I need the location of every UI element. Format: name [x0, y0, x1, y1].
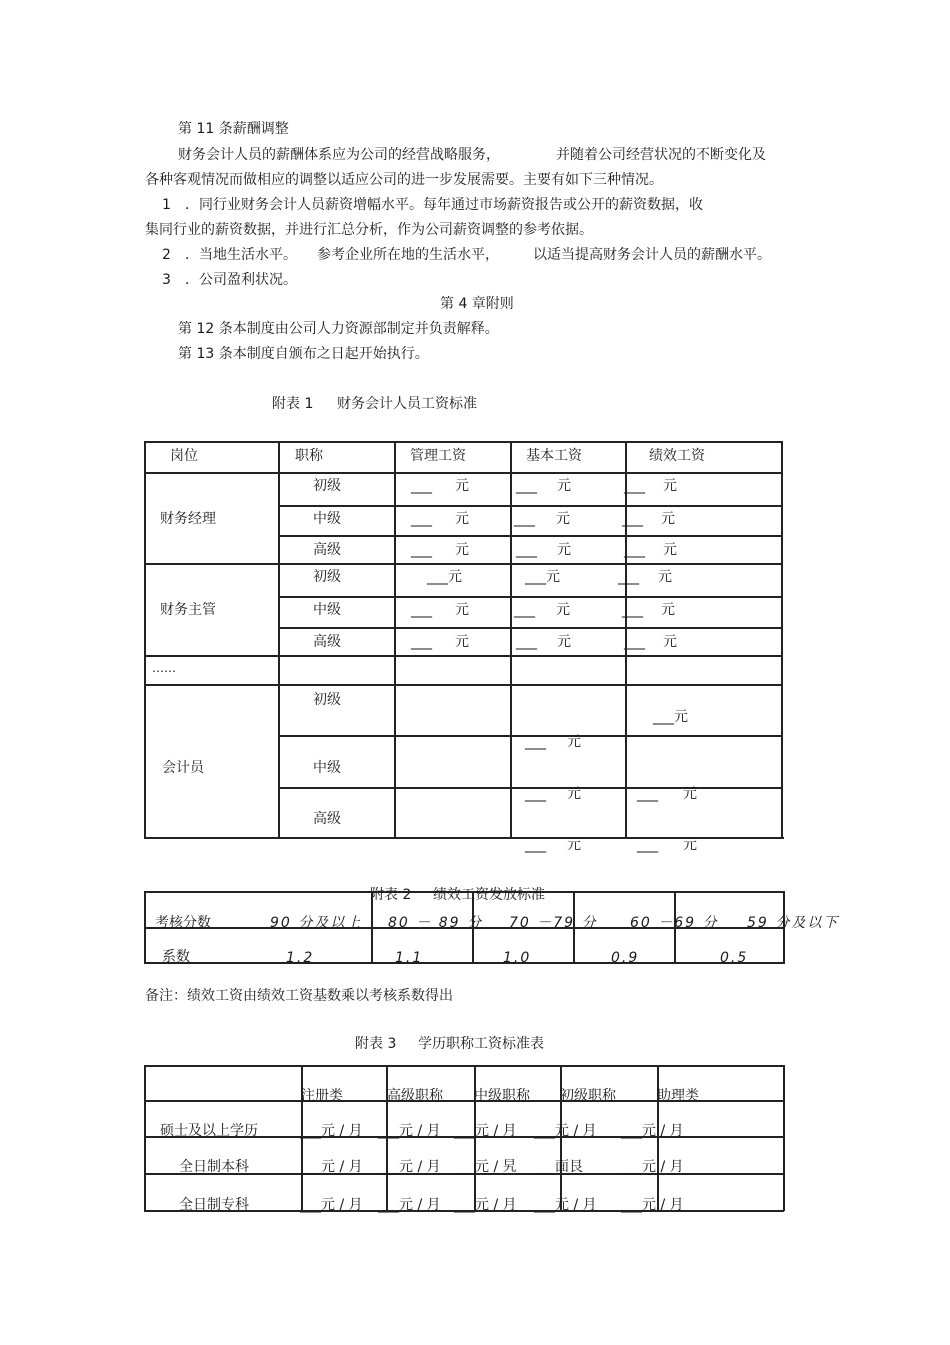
table1-yuan: 元	[455, 542, 469, 558]
table1-blank: ___	[637, 786, 658, 802]
table1-blank: ___	[525, 734, 546, 750]
table3-cell: ___元 / 月	[534, 1123, 597, 1139]
table1-yuan: 元	[567, 734, 581, 750]
table2-caption-label: 附表 2	[370, 887, 412, 903]
table1-header-performance-pay: 绩效工资	[649, 448, 705, 464]
table1-blank: ___	[622, 511, 643, 527]
table2-score: 59 分及以下	[747, 915, 840, 931]
table1-yuan: 元	[455, 634, 469, 650]
table1-level: 初级	[313, 478, 341, 494]
item-1-continuation: 集同行业的薪资数据，并进行汇总分析，作为公司薪资调整的参考依据。	[145, 222, 593, 238]
table1-group-finance-manager: 财务经理	[160, 511, 216, 527]
item-2-text-b: 参考企业所在地的生活水平，	[317, 247, 499, 263]
table3-row-label: 全日制专科	[179, 1197, 249, 1213]
table3-header: 高级职称	[387, 1088, 443, 1104]
table1-yuan: 元	[556, 602, 570, 618]
table1-header-management-pay: 管理工资	[410, 448, 466, 464]
table3-header: 中级职称	[474, 1088, 530, 1104]
table1-blank: ___	[618, 569, 639, 585]
table2-score: 70 －79 分	[509, 915, 598, 931]
table1-blank: ___	[514, 602, 535, 618]
item-3-text: ．公司盈利状况。	[185, 272, 297, 288]
table3-header: 初级职称	[560, 1088, 616, 1104]
table3-cell: ___元 / 月	[378, 1123, 441, 1139]
chapter-4-heading: 第 4 章附则	[440, 296, 514, 312]
table1-blank: ___	[411, 542, 432, 558]
table1-caption-title: 财务会计人员工资标准	[337, 396, 477, 412]
table2-score: 90 分及以上	[270, 915, 363, 931]
table3-header: 注册类	[301, 1088, 343, 1104]
article-11-paragraph-part-1: 财务会计人员的薪酬体系应为公司的经营战略服务，	[178, 147, 500, 163]
table2-coefficient: 1.1	[395, 950, 424, 966]
table3-cell: ___元 / 月	[378, 1159, 441, 1175]
table1-yuan: 元	[661, 511, 675, 527]
table1-blank: ___	[624, 478, 645, 494]
table1-yuan: 元	[663, 542, 677, 558]
table2-caption-title: 绩效工资发放标准	[433, 887, 545, 903]
item-1-text: ．同行业财务会计人员薪资增幅水平。每年通过市场薪资报告或公开的薪资数据，收	[185, 197, 703, 213]
table3-cell: ___面艮	[534, 1159, 583, 1175]
table3-cell: ___元 / 月	[378, 1197, 441, 1213]
table1-level: 中级	[313, 602, 341, 618]
table1-yuan: 元	[663, 478, 677, 494]
table3-cell: ___元 / 月	[300, 1159, 363, 1175]
item-2-text-a: ．当地生活水平。	[185, 247, 297, 263]
table1-blank: ___	[514, 511, 535, 527]
table1-blank: ___	[624, 542, 645, 558]
table1-blank-yuan: ___元	[653, 709, 688, 725]
table1-yuan: 元	[663, 634, 677, 650]
table1-blank: ___	[525, 837, 546, 853]
table2-coefficient: 0.9	[611, 950, 640, 966]
table1-yuan: 元	[557, 542, 571, 558]
article-11-paragraph-part-3: 各种客观情况而做相应的调整以适应公司的进一步发展需要。主要有如下三种情况。	[145, 172, 663, 188]
table1-level: 中级	[313, 760, 341, 776]
table1-yuan: 元	[683, 837, 697, 853]
table1-yuan: 元	[683, 786, 697, 802]
table1-level: 高级	[313, 542, 341, 558]
table1-yuan: 元	[658, 569, 672, 585]
table1-header-position: 岗位	[170, 448, 198, 464]
item-2-number: 2	[162, 247, 172, 263]
table1-header-title: 职称	[295, 448, 323, 464]
table1-blank: ___	[525, 786, 546, 802]
table1-blank-yuan: ___元	[525, 569, 560, 585]
item-2-text-c: 以适当提高财务会计人员的薪酬水平。	[533, 247, 771, 263]
table3-cell: ___元 / 月	[454, 1197, 517, 1213]
table1-yuan: 元	[455, 478, 469, 494]
table1-blank: ___	[624, 634, 645, 650]
item-3-number: 3	[162, 272, 172, 288]
table2-coefficient: 0.5	[720, 950, 749, 966]
table3-cell: ___元 / 月	[300, 1123, 363, 1139]
table2-score: 80 － 89 分	[388, 915, 483, 931]
table2-coefficient: 1.2	[286, 950, 315, 966]
table1-blank: ___	[411, 478, 432, 494]
table3-cell: ___元 / 月	[621, 1197, 684, 1213]
table1-level: 初级	[313, 692, 341, 708]
table2-note: 备注：绩效工资由绩效工资基数乘以考核系数得出	[145, 988, 453, 1004]
table1-header-base-pay: 基本工资	[526, 448, 582, 464]
table2-coefficient: 1.0	[503, 950, 532, 966]
table3-row-label: 全日制本科	[179, 1159, 249, 1175]
table1-blank: ___	[516, 542, 537, 558]
table1-level: 中级	[313, 511, 341, 527]
table1-yuan: 元	[556, 511, 570, 527]
table1-yuan: 元	[455, 602, 469, 618]
table3-cell: ___元 / 月	[454, 1123, 517, 1139]
table1-blank: ___	[411, 602, 432, 618]
table1-yuan: 元	[567, 837, 581, 853]
article-12: 第 12 条本制度由公司人力资源部制定并负责解释。	[178, 321, 499, 337]
table3-caption-title: 学历职称工资标准表	[418, 1036, 544, 1052]
table1-blank: ___	[411, 634, 432, 650]
table1-blank: ___	[622, 602, 643, 618]
article-13: 第 13 条本制度自颁布之日起开始执行。	[178, 346, 429, 362]
item-1-number: 1	[162, 197, 172, 213]
table3-caption-label: 附表 3	[355, 1036, 397, 1052]
table2-row-label-coefficient: 系数	[162, 949, 190, 965]
table3-header: 助理类	[657, 1088, 699, 1104]
table3-cell: ___元 / 旯	[454, 1159, 517, 1175]
table1-yuan: 元	[557, 478, 571, 494]
table1-group-finance-supervisor: 财务主管	[160, 602, 216, 618]
table3-cell: ___元 / 月	[300, 1197, 363, 1213]
table1-blank: ___	[516, 634, 537, 650]
table1-caption-label: 附表 1	[272, 396, 314, 412]
table1-blank: ___	[516, 478, 537, 494]
table1-blank: ___	[637, 837, 658, 853]
table3-row-label: 硕士及以上学历	[160, 1123, 258, 1139]
table1-yuan: 元	[557, 634, 571, 650]
table3-cell: ___元 / 月	[621, 1123, 684, 1139]
article-11-title: 第 11 条薪酬调整	[178, 121, 289, 137]
table1-yuan: 元	[455, 511, 469, 527]
table1-group-ellipsis: ……	[152, 661, 176, 675]
table1-level: 高级	[313, 811, 341, 827]
table1-group-accountant: 会计员	[162, 760, 204, 776]
table2-row-label-score: 考核分数	[155, 915, 211, 931]
table2-score: 60 －69 分	[630, 915, 719, 931]
table1-level: 高级	[313, 634, 341, 650]
table1-yuan: 元	[661, 602, 675, 618]
table1-blank: ___	[411, 511, 432, 527]
table3-cell: ___元 / 月	[534, 1197, 597, 1213]
table3-cell: ___元 / 月	[621, 1159, 684, 1175]
article-11-paragraph-part-2: 并随着公司经营状况的不断变化及	[556, 147, 766, 163]
table1-level: 初级	[313, 569, 341, 585]
table1-yuan: 元	[567, 786, 581, 802]
table1-blank-yuan: ___元	[427, 569, 462, 585]
